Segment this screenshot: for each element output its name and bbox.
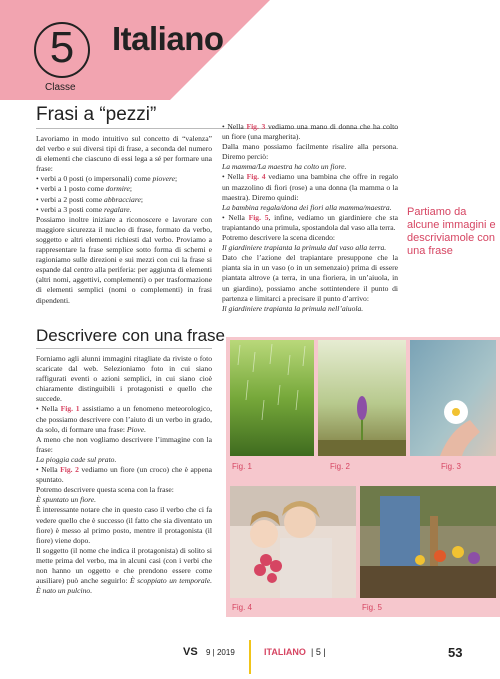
unit-number: 5 bbox=[49, 23, 75, 72]
figure-label-3: Fig. 3 bbox=[441, 462, 462, 471]
sidebar-callout: Partiamo da alcune immagini e descriviamole con una frase bbox=[407, 206, 496, 257]
section1-column-left bbox=[36, 134, 212, 306]
photo-gardener bbox=[360, 486, 496, 598]
section1-column-right bbox=[222, 122, 398, 314]
fig-reference: Fig. 2 bbox=[60, 465, 79, 475]
photo-hand-daisy bbox=[410, 340, 496, 456]
figure-label-5: Fig. 5 bbox=[362, 603, 383, 612]
footer-divider bbox=[249, 640, 251, 674]
paragraph: Forniamo agli alunni immagini ritagliate da riviste o foto scaricate dal web. Selezioniamo foto in cui siano raffigurati eventi o azioni semplici, in cui siano cioè chiaramente distinguibili i protagonisti e quello che succede. bbox=[36, 354, 212, 404]
list-item: • verbi a 3 posti come regalare. bbox=[36, 204, 132, 214]
section-title-descrivere: Descrivere con una frase bbox=[36, 326, 225, 345]
paragraph: Lavoriamo in modo intuitivo sul concetto di “valenza” del verbo e sui diversi tipi di frase, a seconda del numero di elementi che ciascuno di essi lega a sé per formare una frase: bbox=[36, 134, 212, 174]
example-sentence: La bambina regala/dona dei fiori alla mamma/maestra. bbox=[222, 202, 392, 212]
footer-unit: | 5 | bbox=[311, 647, 326, 657]
fig-reference: Fig. 3 bbox=[246, 122, 266, 131]
example-sentence: Il giardiniere trapianta la primula dal vaso alla terra. bbox=[222, 243, 387, 253]
paragraph: Dato che l’azione del trapiantare presuppone che la pianta sia in un vaso (o in un semenzaio) prima di essere piantata altrove (a terra, in una fioriera, in un’aiuola, in un giardino), possiamo anche sottintendere il punto di partenza e limitarci a precisare il punto d’arrivo: bbox=[222, 253, 398, 303]
paragraph: A meno che non vogliamo descrivere l’immagine con la frase: bbox=[36, 434, 212, 454]
paragraph: • Nella Fig. 5, infine, vediamo un giardiniere che sta trapiantando una primula, spostandola dal vaso alla terra. bbox=[222, 212, 398, 232]
example-sentence: È spuntato un fiore. bbox=[36, 495, 97, 505]
page-number: 53 bbox=[448, 645, 463, 660]
figure-label-2: Fig. 2 bbox=[330, 462, 351, 471]
figure-label-1: Fig. 1 bbox=[232, 462, 253, 471]
issue-number: 9 | 2019 bbox=[206, 648, 235, 657]
section2-column bbox=[36, 354, 212, 596]
fig-reference: Fig. 4 bbox=[246, 172, 266, 182]
paragraph: • Nella Fig. 2 vediamo un fiore (un croco) che è appena spuntato. bbox=[36, 465, 213, 485]
paragraph: • Nella Fig. 1 assistiamo a un fenomeno meteorologico, che possiamo descrivere con l’aiuto di un verbo in grado, da solo, di formare una frase: Piove. bbox=[36, 404, 213, 434]
magazine-logo: VS bbox=[183, 646, 198, 658]
list-item: • verbi a 2 posti come abbracciare; bbox=[36, 194, 144, 204]
paragraph: Dalla mano possiamo facilmente risalire alla persona. Diremo perciò: bbox=[222, 142, 398, 162]
photo-rain-meadow bbox=[230, 340, 314, 456]
subject-title: Italiano bbox=[112, 20, 224, 57]
photo-girl-flowers bbox=[230, 486, 356, 598]
list-item: • verbi a 1 posto come dormire; bbox=[36, 184, 133, 194]
paragraph: Il soggetto (il nome che indica il protagonista) di solito si mette prima del verbo, ma in alcuni casi (con i verbi che non hanno un oggetto e che prendono essere come ausiliare) può anche seguirlo: È scoppiato un temporale. È nato un pulcino. bbox=[36, 545, 213, 596]
section-title-frasi: Frasi a “pezzi” bbox=[36, 104, 157, 125]
example-sentence: La pioggia cade sul prato. bbox=[36, 454, 117, 464]
fig-reference: Fig. 1 bbox=[60, 404, 80, 414]
paragraph: Possiamo inoltre iniziare a riconoscere e lavorare con maggiore sicurezza il nucleo di frase, formato da verbo, soggetto e altri elementi richiesti dal verbo. Proviamo a rappresentare la frase semplice sotto forma di schemi e ragioniamo sulle direzioni e sui mezzi con cui la frase si espande dal centro alla periferia: per aggiunta di elementi (altri nomi, aggettivi, complementi) o per trasformazione di elementi semplici (nomi o complementi) in frasi dipendenti. bbox=[36, 214, 212, 305]
photo-crocus bbox=[318, 340, 406, 456]
paragraph: Potremo descrivere questa scena con la frase: bbox=[36, 485, 174, 495]
example-sentence: Il giardiniere trapianta la primula nell’aiuola. bbox=[222, 303, 364, 313]
example-sentence: La mamma/La maestra ha colto un fiore. bbox=[222, 162, 347, 172]
fig-reference: Fig. 5 bbox=[248, 212, 269, 222]
figure-label-4: Fig. 4 bbox=[232, 603, 253, 612]
paragraph: • Nella Fig. 4 vediamo una bambina che offre in regalo un mazzolino di fiori (rose) a una donna (la mamma o la maestra). Diremo quindi: bbox=[222, 172, 398, 202]
footer-subject: ITALIANO bbox=[264, 647, 306, 657]
section-divider bbox=[36, 348, 212, 349]
unit-label: Classe bbox=[45, 82, 76, 93]
paragraph: • Nella Fig. 3 vediamo una mano di donna che ha colto un fiore (una margherita). bbox=[222, 122, 398, 142]
list-item: • verbi a 0 posti (o impersonali) come piovere; bbox=[36, 174, 178, 184]
paragraph: Potremo descrivere la scena dicendo: bbox=[222, 233, 336, 243]
paragraph: È interessante notare che in questo caso il verbo che ci fa vedere quello che è successo (il fatto che sia diventato un fiore) è messo al primo posto, mentre il protagonista (il fiore) viene dopo. bbox=[36, 505, 212, 545]
